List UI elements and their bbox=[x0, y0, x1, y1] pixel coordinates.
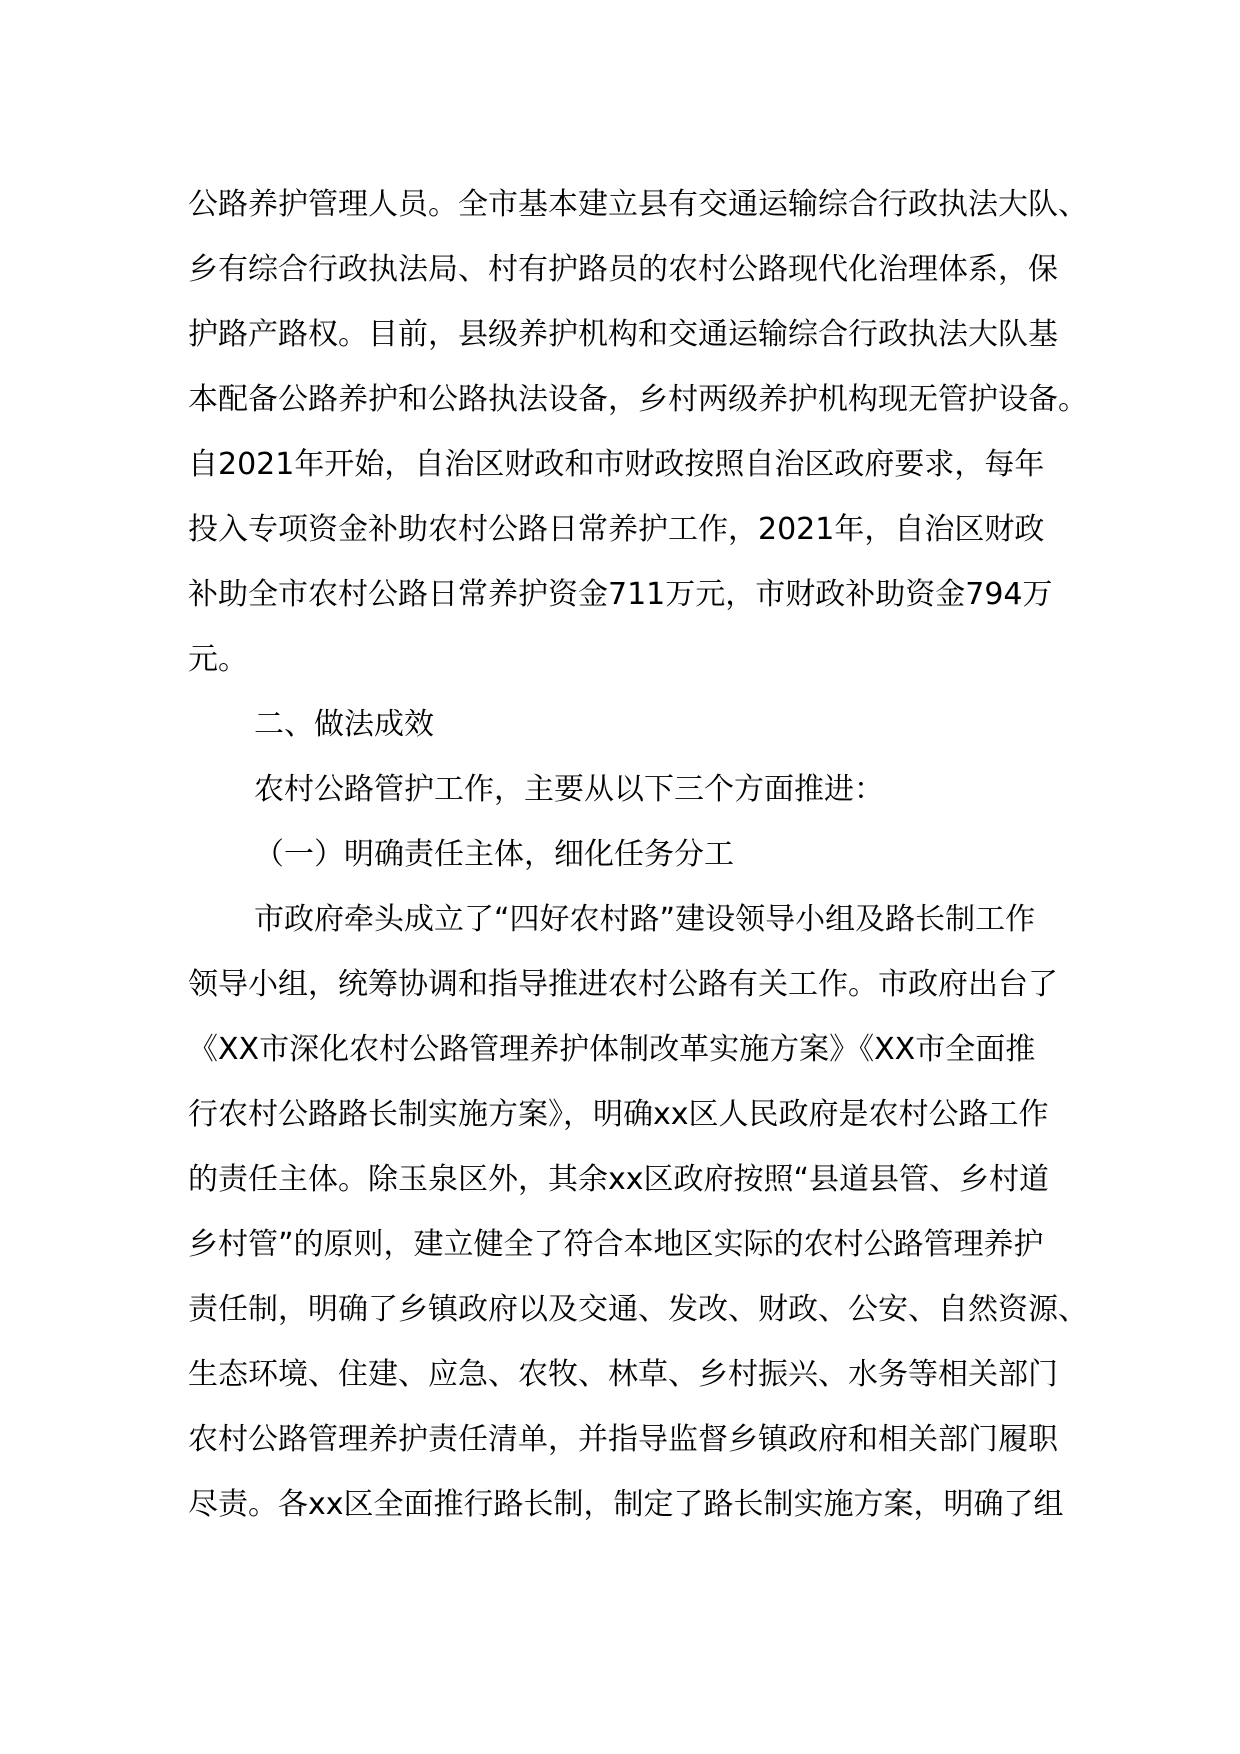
text-line: 农村公路管护工作，主要从以下三个方面推进： bbox=[254, 772, 884, 807]
text-line: 责任制，明确了乡镇政府以及交通、发改、财政、公安、自然资源、 bbox=[188, 1292, 1088, 1327]
text-line: 元。 bbox=[188, 642, 248, 677]
text-line: 农村公路管理养护责任清单，并指导监督乡镇政府和相关部门履职 bbox=[188, 1422, 1058, 1457]
text-line: 投入专项资金补助农村公路日常养护工作，2021年，自治区财政 bbox=[188, 512, 1045, 547]
text-line: 护路产路权。目前，县级养护机构和交通运输综合行政执法大队基 bbox=[188, 317, 1058, 352]
text-line: 生态环境、住建、应急、农牧、林草、乡村振兴、水务等相关部门 bbox=[188, 1357, 1058, 1392]
text-line: 自2021年开始，自治区财政和市财政按照自治区政府要求，每年 bbox=[188, 447, 1045, 482]
text-line: 尽责。各xx区全面推行路长制，制定了路长制实施方案，明确了组 bbox=[188, 1487, 1064, 1522]
text-line: 市政府牵头成立了“四好农村路”建设领导小组及路长制工作 bbox=[254, 902, 1036, 937]
text-line: 乡村管”的原则，建立健全了符合本地区实际的农村公路管理养护 bbox=[188, 1227, 1044, 1262]
subsection-heading bbox=[188, 822, 1068, 887]
document-body bbox=[188, 172, 1088, 1537]
text-line: 乡有综合行政执法局、村有护路员的农村公路现代化治理体系，保 bbox=[188, 252, 1058, 287]
text-line: 行农村公路路长制实施方案》，明确xx区人民政府是农村公路工作 bbox=[188, 1097, 1049, 1132]
text-line: （一）明确责任主体，细化任务分工 bbox=[254, 837, 734, 872]
text-line: 补助全市农村公路日常养护资金711万元，市财政补助资金794万 bbox=[188, 577, 1053, 612]
text-line: 二、做法成效 bbox=[254, 707, 434, 742]
text-line: 本配备公路养护和公路执法设备，乡村两级养护机构现无管护设备。 bbox=[188, 382, 1088, 417]
text-line: 公路养护管理人员。全市基本建立县有交通运输综合行政执法大队、 bbox=[188, 187, 1088, 222]
section-heading bbox=[188, 692, 1068, 757]
text-line: 领导小组，统筹协调和指导推进农村公路有关工作。市政府出台了 bbox=[188, 967, 1058, 1002]
text-line: 《XX市深化农村公路管理养护体制改革实施方案》《XX市全面推 bbox=[188, 1032, 1036, 1067]
text-line: 的责任主体。除玉泉区外，其余xx区政府按照“县道县管、乡村道 bbox=[188, 1162, 1050, 1197]
body-paragraph bbox=[188, 887, 1088, 1537]
body-paragraph bbox=[188, 172, 1088, 692]
body-paragraph bbox=[188, 757, 1068, 822]
